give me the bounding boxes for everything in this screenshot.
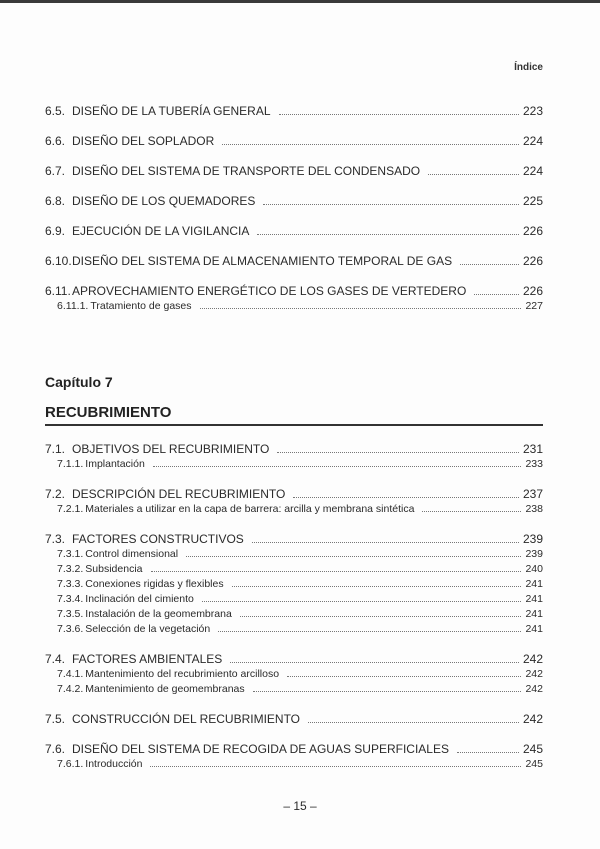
toc-entry[interactable] [45, 284, 543, 299]
entry-page: 239 [522, 532, 543, 546]
entry-number: 6.8. [45, 194, 66, 208]
toc-subentry[interactable] [45, 562, 543, 577]
running-header: Índice [514, 62, 543, 73]
entry-page: 245 [525, 758, 543, 770]
dot-leader [202, 601, 522, 602]
toc-subentry[interactable] [45, 577, 543, 592]
entry-number: 7.3.3. [57, 578, 84, 590]
entry-page: 226 [522, 254, 543, 268]
dot-leader [460, 264, 519, 265]
dot-leader [232, 586, 522, 587]
entry-number: 7.3.2. [57, 563, 84, 575]
dot-leader [218, 631, 521, 632]
toc-subentry[interactable] [45, 607, 543, 622]
toc-group [45, 487, 543, 517]
entry-title: CONSTRUCCIÓN DEL RECUBRIMIENTO [72, 712, 301, 726]
entry-number: 7.3.4. [57, 593, 84, 605]
toc-entry[interactable] [45, 652, 543, 667]
dot-leader [277, 452, 519, 453]
toc-entry[interactable] [45, 712, 543, 727]
entry-number: 6.7. [45, 164, 66, 178]
dot-leader [240, 616, 522, 617]
toc-subentry[interactable] [45, 299, 543, 314]
toc-group [45, 652, 543, 697]
entry-title: Selección de la vegetación [85, 623, 211, 635]
entry-number: 7.1. [45, 442, 66, 456]
entry-number: 7.4.2. [57, 683, 84, 695]
entry-number: 7.6. [45, 742, 66, 756]
entry-number: 6.6. [45, 134, 66, 148]
entry-title: Conexiones rigidas y flexibles [85, 578, 224, 590]
dot-leader [422, 511, 521, 512]
entry-page: 242 [525, 683, 543, 695]
entry-title: Mantenimiento del recubrimiento arcilloso [85, 668, 280, 680]
toc-entry[interactable] [45, 487, 543, 502]
toc-chapter-7 [45, 442, 543, 787]
toc-group [45, 194, 543, 209]
entry-number: 7.5. [45, 712, 66, 726]
entry-title: DISEÑO DE LOS QUEMADORES [72, 194, 256, 208]
entry-number: 7.6.1. [57, 758, 84, 770]
toc-entry[interactable] [45, 134, 543, 149]
entry-page: 239 [525, 548, 543, 560]
entry-title: Tratamiento de gases [90, 300, 192, 312]
entry-number: 7.4. [45, 652, 66, 666]
entry-title: Instalación de la geomembrana [85, 608, 232, 620]
entry-title: Materiales a utilizar en la capa de barrera: arcilla y membrana sintética [85, 503, 415, 515]
top-border [0, 0, 600, 3]
dot-leader [200, 308, 522, 309]
entry-title: DISEÑO DEL SISTEMA DE ALMACENAMIENTO TEMPORAL DE GAS [72, 254, 453, 268]
dot-leader [457, 752, 519, 753]
toc-subentry[interactable] [45, 502, 543, 517]
entry-title: DISEÑO DEL SOPLADOR [72, 134, 215, 148]
page-number: – 15 – [283, 799, 317, 813]
dot-leader [474, 294, 519, 295]
toc-group [45, 284, 543, 314]
entry-title: Introducción [85, 758, 143, 770]
entry-title: Inclinación del cimiento [85, 593, 194, 605]
toc-entry[interactable] [45, 104, 543, 119]
toc-entry[interactable] [45, 442, 543, 457]
toc-subentry[interactable] [45, 622, 543, 637]
entry-page: 240 [525, 563, 543, 575]
entry-title: EJECUCIÓN DE LA VIGILANCIA [72, 224, 250, 238]
entry-title: DESCRIPCIÓN DEL RECUBRIMIENTO [72, 487, 286, 501]
entry-number: 7.3.1. [57, 548, 84, 560]
entry-title: Mantenimiento de geomembranas [85, 683, 245, 695]
toc-group [45, 254, 543, 269]
toc-group [45, 712, 543, 727]
entry-page: 227 [525, 300, 543, 312]
toc-entry[interactable] [45, 742, 543, 757]
entry-page: 237 [522, 487, 543, 501]
dot-leader [293, 497, 519, 498]
entry-number: 7.2. [45, 487, 66, 501]
toc-entry[interactable] [45, 254, 543, 269]
entry-page: 225 [522, 194, 543, 208]
entry-number: 7.1.1. [57, 458, 84, 470]
toc-entry[interactable] [45, 164, 543, 179]
entry-page: 242 [522, 712, 543, 726]
toc-group [45, 532, 543, 637]
toc-subentry[interactable] [45, 757, 543, 772]
toc-subentry[interactable] [45, 547, 543, 562]
dot-leader [153, 466, 522, 467]
dot-leader [287, 676, 521, 677]
chapter-rule [45, 424, 543, 426]
entry-title: FACTORES AMBIENTALES [72, 652, 223, 666]
entry-page: 242 [525, 668, 543, 680]
entry-page: 224 [522, 164, 543, 178]
entry-title: OBJETIVOS DEL RECUBRIMIENTO [72, 442, 270, 456]
entry-title: DISEÑO DEL SISTEMA DE TRANSPORTE DEL CONDENSADO [72, 164, 421, 178]
entry-number: 7.3.5. [57, 608, 84, 620]
dot-leader [151, 571, 522, 572]
entry-page: 245 [522, 742, 543, 756]
dot-leader [257, 234, 519, 235]
entry-page: 224 [522, 134, 543, 148]
toc-group [45, 442, 543, 472]
entry-title: DISEÑO DE LA TUBERÍA GENERAL [72, 104, 271, 118]
toc-group [45, 134, 543, 149]
toc-group [45, 104, 543, 119]
dot-leader [230, 662, 519, 663]
toc-subentry[interactable] [45, 667, 543, 682]
toc-group [45, 742, 543, 772]
entry-number: 7.2.1. [57, 503, 84, 515]
toc-chapter-6 [45, 104, 543, 329]
dot-leader [252, 542, 519, 543]
entry-title: Subsidencia [85, 563, 143, 575]
entry-title: APROVECHAMIENTO ENERGÉTICO DE LOS GASES DE VERTEDERO [72, 284, 467, 298]
entry-page: 241 [525, 623, 543, 635]
dot-leader [222, 144, 519, 145]
entry-number: 6.11.1. [57, 300, 89, 312]
entry-number: 7.3. [45, 532, 66, 546]
entry-page: 241 [525, 593, 543, 605]
toc-entry[interactable] [45, 532, 543, 547]
entry-number: 6.11. [45, 284, 71, 298]
dot-leader [428, 174, 519, 175]
toc-subentry[interactable] [45, 457, 543, 472]
toc-group [45, 224, 543, 239]
toc-subentry[interactable] [45, 682, 543, 697]
dot-leader [186, 556, 521, 557]
dot-leader [253, 691, 522, 692]
toc-entry[interactable] [45, 224, 543, 239]
entry-page: 241 [525, 578, 543, 590]
entry-number: 6.5. [45, 104, 66, 118]
entry-page: 226 [522, 224, 543, 238]
chapter-label: Capítulo 7 [45, 374, 113, 390]
toc-entry[interactable] [45, 194, 543, 209]
entry-page: 233 [525, 458, 543, 470]
dot-leader [150, 766, 521, 767]
entry-number: 6.9. [45, 224, 66, 238]
entry-title: Implantación [85, 458, 145, 470]
entry-page: 242 [522, 652, 543, 666]
entry-title: FACTORES CONSTRUCTIVOS [72, 532, 244, 546]
entry-number: 6.10. [45, 254, 72, 268]
entry-number: 7.3.6. [57, 623, 84, 635]
entry-page: 226 [522, 284, 543, 298]
entry-page: 231 [522, 442, 543, 456]
toc-subentry[interactable] [45, 592, 543, 607]
entry-page: 223 [522, 104, 543, 118]
dot-leader [279, 114, 519, 115]
entry-page: 241 [525, 608, 543, 620]
entry-title: DISEÑO DEL SISTEMA DE RECOGIDA DE AGUAS SUPERFICIALES [72, 742, 449, 756]
entry-title: Control dimensional [85, 548, 179, 560]
dot-leader [308, 722, 519, 723]
entry-page: 238 [525, 503, 543, 515]
chapter-title: RECUBRIMIENTO [45, 404, 172, 421]
entry-number: 7.4.1. [57, 668, 84, 680]
dot-leader [263, 204, 519, 205]
toc-group [45, 164, 543, 179]
